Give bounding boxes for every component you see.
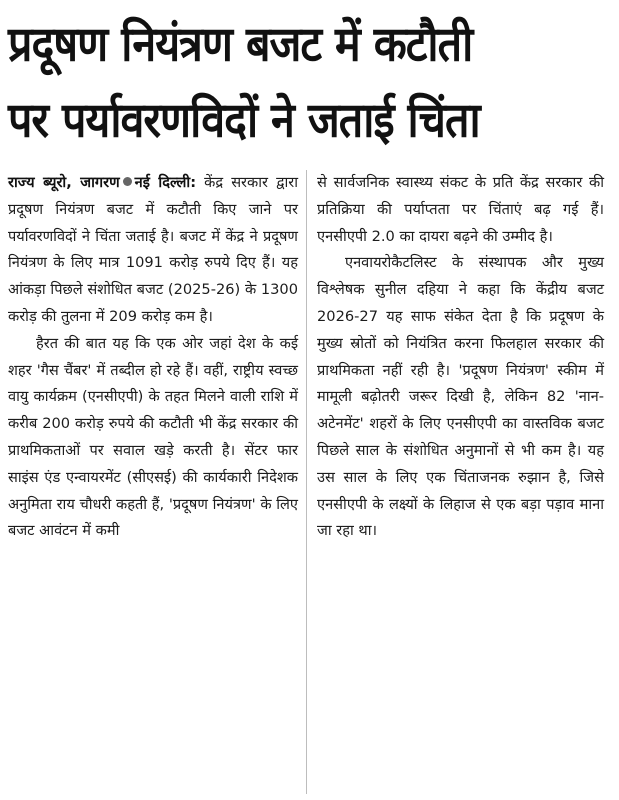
paragraph-2: हैरत की बात यह कि एक ओर जहां देश के कई शहर 'गैस चैंबर' में तब्दील हो रहे हैं। वहीं, राष्ट्रीय स्वच्छ वायु कार्यक्रम (एनसीएपी) के तहत मिलने वाली राशि में करीब 200 करोड़ रुपये की कटौती भी केंद्र सरकार की प्राथमिकताओं पर सवाल खड़े करती है। सेंटर फार साइंस एंड एन्वायरमेंट (सीएसई) की कार्यकारी निदेशक अनुमिता राय चौधरी कहती हैं, 'प्रदूषण नियंत्रण' के लिए बजट आवंटन में कमी xyxy=(8,334,298,540)
right-column xyxy=(306,170,604,794)
byline-bureau: राज्य ब्यूरो, जागरण xyxy=(8,174,120,191)
paragraph-1-text: केंद्र सरकार द्वारा प्रदूषण नियंत्रण बजट में कटौती किए जाने पर पर्यावरणविदों ने चिंता जताई है। बजट में केंद्र ने प्रदूषण नियंत्रण के लिए मात्र 1091 करोड़ रुपये दिए हैं। यह आंकड़ा पिछले संशोधित बजट (2025-26) के 1300 करोड़ की तुलना में 209 करोड़ कम है। xyxy=(8,174,298,325)
dateline: नई दिल्ली: xyxy=(134,174,197,191)
lead-paragraph xyxy=(8,170,298,331)
left-column xyxy=(8,170,306,794)
headline-line-2: पर पर्यावरणविदों ने जताई चिंता xyxy=(8,92,480,149)
headline xyxy=(8,0,611,159)
article-body xyxy=(8,170,611,794)
bullet-dot-icon xyxy=(123,177,132,186)
paragraph-3: से सार्वजनिक स्वास्थ्य संकट के प्रति केंद्र सरकार की प्रतिक्रिया की पर्याप्तता पर चिंताएं बढ़ गई हैं। एनसीएपी 2.0 का दायरा बढ़ने की उम्मीद है। xyxy=(317,174,604,245)
headline-line-1: प्रदूषण नियंत्रण बजट में कटौती xyxy=(8,16,473,73)
paragraph-4: एनवायरोकैटलिस्ट के संस्थापक और मुख्य विश्लेषक सुनील दहिया ने कहा कि केंद्रीय बजट 2026-27 यह साफ संकेत देता है कि प्रदूषण के मुख्य स्रोतों को नियंत्रित करना फिलहाल सरकार की प्राथमिकता नहीं रही है। 'प्रदूषण नियंत्रण' स्कीम में मामूली बढ़ोतरी जरूर दिखी है, लेकिन 82 'नान-अटेनमेंट' शहरों के लिए एनसीएपी का वास्तविक बजट पिछले साल के संशोधित अनुमानों से भी कम है। यह उस साल के लिए एक चिंताजनक रुझान है, जिसे एनसीएपी के लक्ष्यों के लिहाज से एक बड़ा पड़ाव माना जा रहा था। xyxy=(317,254,604,540)
